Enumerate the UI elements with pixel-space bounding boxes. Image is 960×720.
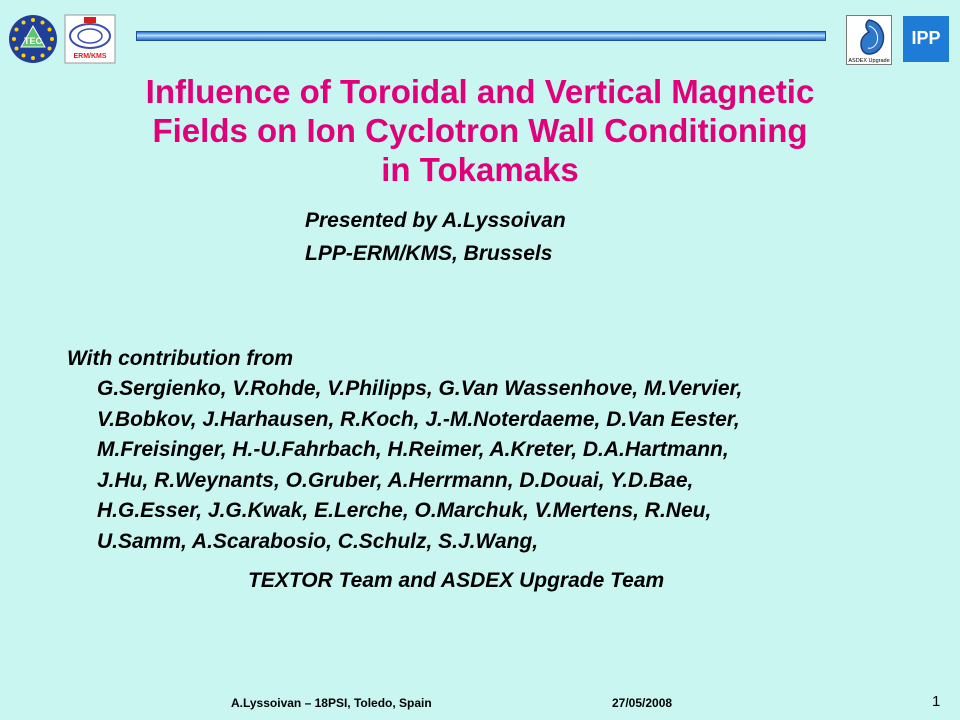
erm-kms-logo-text: ERM/KMS	[73, 53, 107, 60]
contributors-list	[97, 374, 742, 557]
tec-logo-text: TEC	[24, 36, 42, 46]
title-line-2: Fields on Ion Cyclotron Wall Conditioning	[152, 112, 808, 149]
ipp-logo-text: IPP	[911, 28, 941, 48]
presenter-block	[305, 204, 566, 270]
ipp-logo	[903, 16, 949, 62]
asdex-upgrade-logo	[846, 15, 892, 65]
contributors-line: V.Bobkov, J.Harhausen, R.Koch, J.-M.Noterdaeme, D.Van Eester,	[97, 407, 740, 431]
contributors-heading: With contribution from	[67, 347, 294, 370]
contributors-line: M.Freisinger, H.-U.Fahrbach, H.Reimer, A.Kreter, D.A.Hartmann,	[97, 438, 729, 461]
contributors-teams: TEXTOR Team and ASDEX Upgrade Team	[248, 569, 665, 592]
contributors-line: U.Samm, A.Scarabosio, C.Schulz, S.J.Wang,	[97, 529, 539, 553]
presenter-affiliation: LPP-ERM/KMS, Brussels	[305, 242, 553, 265]
footer-author-event: A.Lyssoivan – 18PSI, Toledo, Spain	[231, 696, 432, 710]
page-number: 1	[932, 693, 941, 710]
presenter-name: Presented by A.Lyssoivan	[305, 209, 566, 232]
asdex-logo-text: ASDEX Upgrade	[848, 58, 890, 64]
slide-title	[40, 72, 920, 189]
footer-date: 27/05/2008	[612, 696, 673, 710]
erm-kms-logo	[64, 14, 116, 64]
contributors-line: H.G.Esser, J.G.Kwak, E.Lerche, O.Marchuk, V.Mertens, R.Neu,	[97, 499, 712, 522]
title-line-1: Influence of Toroidal and Vertical Magnetic	[145, 73, 815, 110]
header-bar	[136, 31, 826, 41]
title-line-3: in Tokamaks	[381, 151, 579, 188]
contributors-line: G.Sergienko, V.Rohde, V.Philipps, G.Van Wassenhove, M.Vervier,	[97, 377, 743, 400]
tec-logo	[8, 14, 58, 64]
contributors-line: J.Hu, R.Weynants, O.Gruber, A.Herrmann, D.Douai, Y.D.Bae,	[97, 468, 694, 492]
